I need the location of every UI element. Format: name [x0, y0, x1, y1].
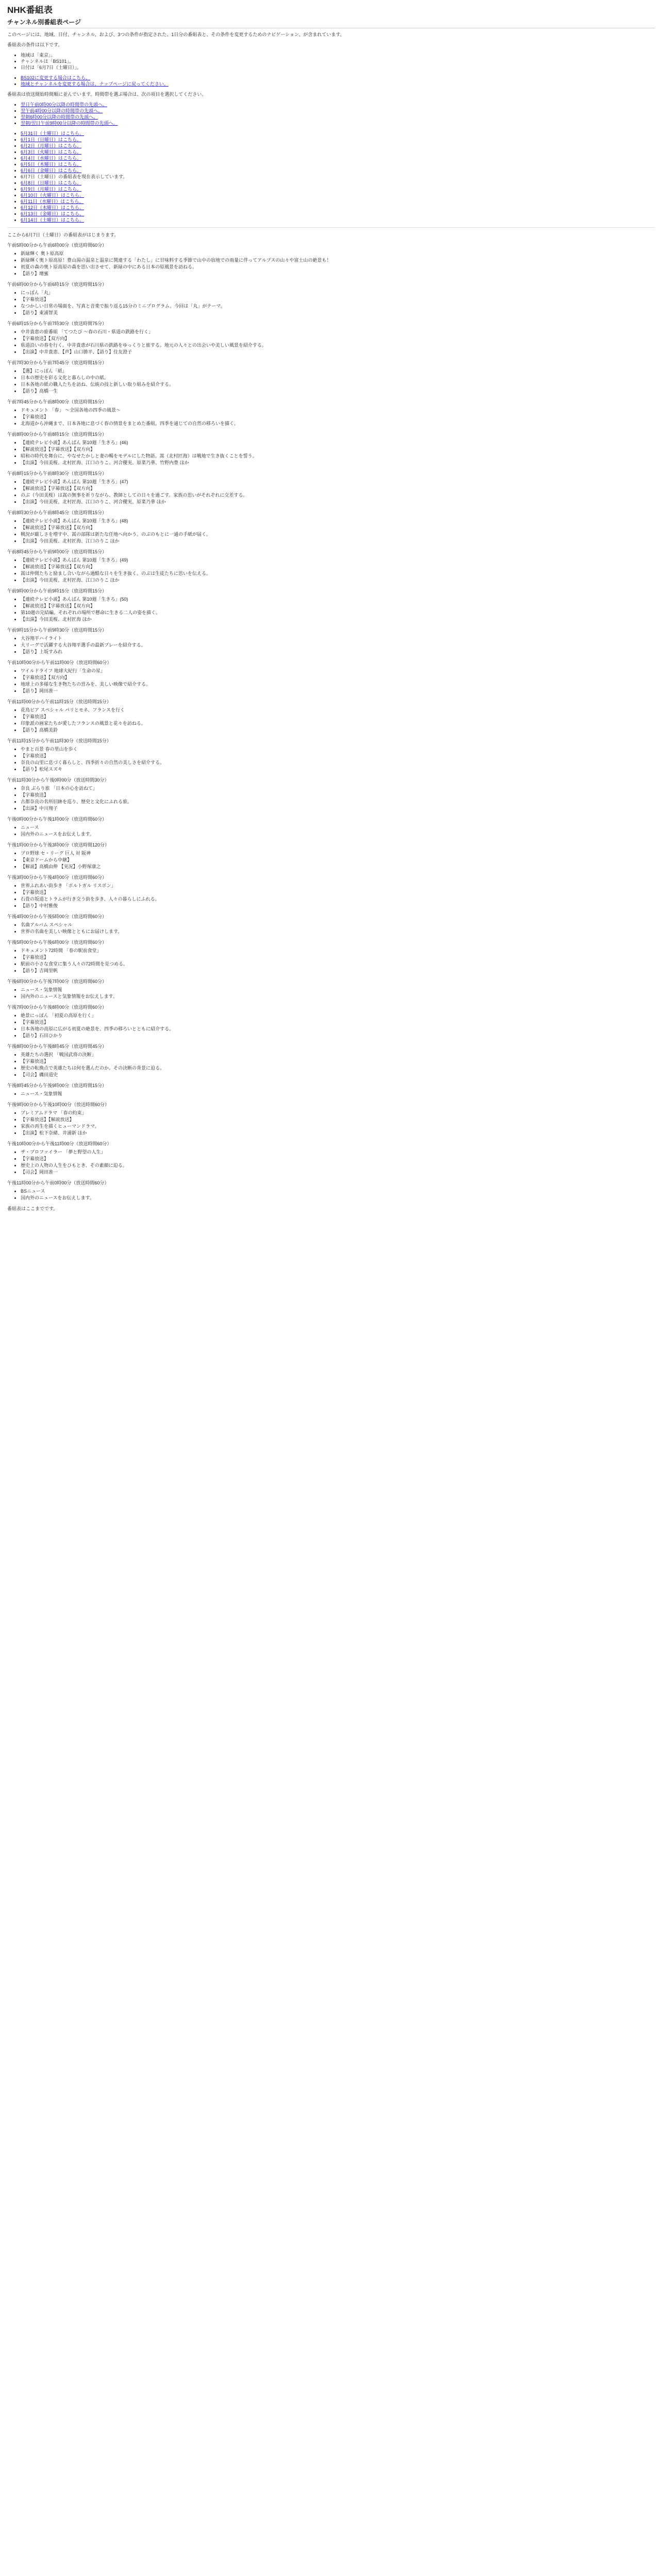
program-detail: • 【語り】高橋一生 [21, 388, 655, 394]
condition-item: • 日付は「6月7日（土曜日）」。 [21, 64, 655, 71]
program-detail: • 【語り】上坂すみれ [21, 649, 655, 655]
time-link[interactable]: 翌朝/翌日午前9時00分以降の時間帯の先頭へ。 [21, 121, 118, 126]
program-detail: • BSニュース [21, 1188, 655, 1194]
program-detail: • 【解説放送】【字幕放送】【双方向】 [21, 485, 655, 492]
day-link[interactable]: 6月9日（月曜日）はこちら。 [21, 187, 82, 192]
program-detail: • 世界ふれあい街歩き 「ポルトガル リスボン」 [21, 883, 655, 889]
program-time: 午後9時00分から午後10時00分（放送時間60分） [7, 1102, 110, 1107]
program-time: 午後3時00分から午後4時00分（放送時間60分） [7, 875, 107, 880]
program-detail: • 【字幕放送】 [21, 753, 655, 759]
program-detail: • 【語り】松尾スズキ [21, 766, 655, 772]
program-detail: • やまと百景 春の里山を歩く [21, 746, 655, 752]
day-link[interactable]: 6月3日（火曜日）はこちら。 [21, 149, 82, 155]
program-detail: • 地球上の多様な生き物たちの営みを、美しい映像で紹介する。 [21, 681, 655, 687]
program-detail: • 【解説放送】【字幕放送】【双方向】 [21, 564, 655, 570]
program-detail-list [7, 518, 655, 544]
day-link[interactable]: 6月14日（土曜日）はこちら。 [21, 217, 85, 223]
change-links [7, 75, 655, 87]
program-block [7, 842, 655, 870]
program-detail: • 【連続テレビ小説】あんぱん 第10週「生きろ」(50) [21, 596, 655, 602]
program-time: 午前11時00分から午前11時15分（放送時間15分） [7, 699, 111, 704]
day-link[interactable]: 6月10日（火曜日）はこちら。 [21, 193, 85, 198]
program-detail: • ザ・プロファイラー 「夢と野望の人生」 [21, 1149, 655, 1155]
program-detail: • のぶ（今田美桜）は嵩の無事を祈りながら、教師としての日々を過ごす。家族の思いがそれぞれに交差する。 [21, 492, 655, 498]
day-link[interactable]: 6月1日（日曜日）はこちら。 [21, 137, 82, 142]
program-detail: • 第10週の完結編。それぞれの場所で懸命に生きる二人の姿を描く。 [21, 609, 655, 616]
program-detail: • 【字幕放送】 [21, 714, 655, 720]
program-detail: • 【出演】中井貴恵、【声】山口勝平、【語り】住友澄子 [21, 349, 655, 355]
program-time: 午後8時00分から午後8時45分（放送時間45分） [7, 1044, 107, 1049]
program-block [7, 470, 655, 505]
program-detail: • 新緑輝く 奥ト原高原 [21, 250, 655, 257]
program-time: 午後4時00分から午後5時00分（放送時間60分） [7, 914, 107, 919]
program-detail: • 国内外のニュースと気象情報をお伝えします。 [21, 993, 655, 999]
program-block [7, 320, 655, 355]
program-detail: • 古都奈良の名所旧跡を巡り、歴史と文化にふれる旅。 [21, 799, 655, 805]
program-block [7, 1082, 655, 1097]
day-link[interactable]: 6月12日（木曜日）はこちら。 [21, 205, 85, 210]
time-lead: 番組表は放送開始時間順に並んでいます。時間帯を選ぶ場合は、次の項目を選択してください。 [7, 92, 207, 97]
program-time: 午後5時00分から午後6時00分（放送時間60分） [7, 940, 107, 945]
schedule-start: ここから6月7日（土曜日）の番組表がはじまります。 [7, 232, 119, 238]
program-detail-list [7, 850, 655, 870]
time-link[interactable]: 翌日午前0時00分以降の時間帯の先頭へ。 [21, 102, 108, 107]
program-block [7, 1101, 655, 1136]
program-detail: • 【連続テレビ小説】あんぱん 第10週「生きろ」(46) [21, 439, 655, 446]
program-detail-list [7, 368, 655, 394]
program-detail: • 日本の歴史を彩る文化と暮らしの中の紙。 [21, 375, 655, 381]
program-detail: • 【字幕放送】 [21, 954, 655, 960]
program-block [7, 978, 655, 999]
page-subtitle: チャンネル別番組表ページ [7, 19, 655, 28]
program-detail: • 駅前の小さな食堂に集う人々の72時間を見つめる。 [21, 961, 655, 967]
program-detail: • 名曲アルバム スペシャル [21, 922, 655, 928]
program-detail: • 【出演】松下奈緒、井浦新 ほか [21, 1130, 655, 1136]
program-detail-list [7, 407, 655, 427]
program-block [7, 399, 655, 427]
program-time: 午後0時00分から午後1時00分（放送時間60分） [7, 817, 107, 822]
program-time: 午前11時30分から午後0時00分（放送時間30分） [7, 777, 109, 783]
program-block [7, 738, 655, 772]
program-detail: • 【語り】中村雅俊 [21, 903, 655, 909]
page-intro: このページには、地域、日付、チャンネル、および、3つの条件が指定された、1日分の番組表と、その条件を変更するためのナビゲーション、が含まれています。 [7, 32, 345, 37]
program-detail: • 【字幕放送】【双方向】 [21, 674, 655, 681]
program-detail: • 国内外のニュースをお伝えします。 [21, 831, 655, 837]
program-block [7, 659, 655, 694]
program-detail: • ニュース・気象情報 [21, 1091, 655, 1097]
program-detail: • 【字幕放送】 [21, 1058, 655, 1064]
program-detail: • プロ野球 セ・リーグ 巨人 対 阪神 [21, 850, 655, 856]
program-block [7, 913, 655, 935]
program-detail: • 【語り】高橋美鈴 [21, 727, 655, 733]
day-link[interactable]: 6月11日（水曜日）はこちら。 [21, 199, 84, 204]
program-detail: • 歴史の転換点で英雄たちは何を選んだのか。その決断の背景に迫る。 [21, 1065, 655, 1071]
program-block [7, 777, 655, 811]
program-time: 午前9時15分から午前9時30分（放送時間15分） [7, 628, 107, 633]
program-time: 午前9時00分から午前9時15分（放送時間15分） [7, 588, 107, 594]
program-detail: • 初夏の森の奥ト原高原の森を思い出させて、新緑の中にある日本の原風景を訪ねる。 [21, 264, 655, 270]
program-detail: • 【出演】今田美桜、北村匠海、江口のりこ ほか [21, 577, 655, 583]
program-detail: • 英雄たちの選択 「戦国武将の決断」 [21, 1052, 655, 1058]
program-detail: • 【字幕放送】 [21, 414, 655, 420]
conditions-lead: 番組表の条件は以下です。 [7, 42, 63, 47]
program-detail-list [7, 746, 655, 772]
program-detail: • 【連続テレビ小説】あんぱん 第10週「生きろ」(48) [21, 518, 655, 524]
program-detail-list [7, 557, 655, 583]
program-detail: • 【司会】磯田道史 [21, 1072, 655, 1078]
program-time: 午前7時30分から午前7時45分（放送時間15分） [7, 360, 107, 365]
program-detail-list [7, 290, 655, 316]
program-detail: • プレミアムドラマ 「春の約束」 [21, 1110, 655, 1116]
program-detail-list [7, 1188, 655, 1201]
program-detail: • 【司会】岡田准一 [21, 1169, 655, 1175]
program-block [7, 549, 655, 583]
condition-item: • チャンネルは「BS101」。 [21, 58, 655, 64]
program-detail: • 新緑輝く奥ト原高原！豊山湯の温泉と温泉に関連する「わたし」に甘味料する季節で山中の宿地での雨量に伴ってアルプスの山々や富士山の絶景も！ [21, 257, 655, 263]
program-detail: • 花鳥ピア スペシャル パリとモネ、フランスを行く [21, 707, 655, 713]
program-block [7, 627, 655, 655]
day-link[interactable]: 6月8日（日曜日）はこちら。 [21, 180, 82, 185]
program-detail: • 【字幕放送】 [21, 792, 655, 798]
program-detail: • 【出演】今田美桜、北村匠海、江口のりこ ほか [21, 538, 655, 544]
time-links [7, 101, 655, 126]
program-detail: • 【東京ドームから中継】 [21, 857, 655, 863]
program-time: 午前10時00分から午前11時00分（放送時間60分） [7, 660, 112, 665]
program-detail: • 石畳の坂道とトラムが行き交う街を歩き、人々の暮らしにふれる。 [21, 896, 655, 902]
program-time: 午前8時30分から午前8時45分（放送時間15分） [7, 510, 107, 515]
program-detail: • ドキュメント72時間 「春の駅前食堂」 [21, 947, 655, 954]
program-detail: • 【出演】今田美桜、北村匠海、江口のりこ、河合優実、原菜乃華 ほか [21, 499, 655, 505]
program-detail-list [7, 987, 655, 999]
program-detail: • 奈良 ぶらり旅 「日本の心を訪ねて」 [21, 785, 655, 791]
program-detail: • 戦況が厳しさを増す中、嵩の部隊は新たな任地へ向かう。のぶのもとに一通の手紙が届く。 [21, 531, 655, 537]
program-time: 午前8時00分から午前8時15分（放送時間15分） [7, 432, 107, 437]
page-title: NHK番組表 [7, 5, 53, 15]
program-time: 午後6時00分から午後7時00分（放送時間60分） [7, 979, 107, 984]
program-time: 午前11時15分から午前11時30分（放送時間15分） [7, 738, 111, 743]
program-detail: • 【選】にっぽん「紙」 [21, 368, 655, 374]
program-detail: • 歴史上の人物の人生をひもとき、その素顔に迫る。 [21, 1162, 655, 1168]
program-detail: • 【解説放送】【字幕放送】【双方向】 [21, 603, 655, 609]
program-detail-list [7, 922, 655, 935]
program-detail-list [7, 947, 655, 974]
schedule-end: 番組表はここまでです。 [7, 1206, 58, 1211]
day-link[interactable]: 6月2日（月曜日）はこちら。 [21, 143, 82, 148]
program-detail: • 【字幕放送】 [21, 296, 655, 302]
program-detail-list [7, 1012, 655, 1039]
program-detail: • なつかしい日常の場面を、写真と音楽で振り返る15分のミニプログラム。今回は「丸」がテーマ。 [21, 303, 655, 309]
page-root [0, 5, 662, 1212]
program-block [7, 360, 655, 394]
program-detail: • 【連続テレビ小説】あんぱん 第10週「生きろ」(49) [21, 557, 655, 563]
conditions-list [7, 52, 655, 71]
program-detail: • 【字幕放送】【双方向】 [21, 335, 655, 342]
program-detail-list [7, 1052, 655, 1078]
divider [7, 227, 655, 228]
program-block [7, 1043, 655, 1078]
program-detail-list [7, 250, 655, 277]
program-detail-list [7, 479, 655, 505]
program-detail: • 嵩は仲間たちと励まし合いながら過酷な日々を生き抜く。のぶは生徒たちに思いを伝える。 [21, 570, 655, 577]
current-day: 6月7日（土曜日）の番組表を現在表示しています。 [21, 174, 128, 179]
program-detail-list [7, 596, 655, 622]
program-time: 午後8時45分から午後9時00分（放送時間15分） [7, 1083, 107, 1088]
day-link[interactable]: 6月13日（金曜日）はこちら。 [21, 211, 85, 216]
program-detail-list [7, 785, 655, 811]
program-detail-list [7, 439, 655, 466]
program-detail: • 【解説放送】【字幕放送】【双方向】 [21, 446, 655, 452]
program-detail-list [7, 1110, 655, 1136]
program-block [7, 874, 655, 909]
program-block [7, 816, 655, 837]
day-link[interactable]: 5月31日（土曜日）はこちら。 [21, 131, 85, 136]
program-detail: • 北海道から沖縄まで、日本各地に息づく春の情景をまとめた番組。四季を通じての自然の移ろいを描く。 [21, 420, 655, 427]
time-link[interactable]: 翌午前4時00分以降の時間帯の先頭へ。 [21, 108, 103, 113]
program-detail: • 中井貴恵の旅番組 「てつたび 〜春の石川・県道の鉄路を行く」 [21, 329, 655, 335]
program-detail: • 昭和の時代を舞台に、やなせたかしと妻の暢をモデルにした物語。嵩（北村匠海）は戦地で生き抜くことを誓う。 [21, 453, 655, 459]
program-detail: • 世界の名曲を美しい映像とともにお届けします。 [21, 928, 655, 935]
program-detail-list [7, 1149, 655, 1175]
program-detail: • 印象派の画家たちが愛したフランスの風景と花々を訪ねる。 [21, 720, 655, 726]
day-links [7, 130, 655, 223]
program-detail: • 【語り】東浦智美 [21, 310, 655, 316]
program-detail: • ニュース [21, 824, 655, 831]
program-time: 午前6時00分から午前6時15分（放送時間15分） [7, 282, 107, 287]
program-block [7, 588, 655, 622]
day-link[interactable]: 6月6日（金曜日）はこちら。 [21, 168, 82, 173]
time-link[interactable]: 翌朝6時00分以降の時間帯の先頭へ。 [21, 114, 98, 120]
program-block [7, 431, 655, 466]
program-detail-list [7, 329, 655, 355]
program-detail: • 【語り】壇蜜 [21, 270, 655, 277]
program-time: 午前8時15分から午前8時30分（放送時間15分） [7, 471, 107, 476]
change-channel-link[interactable]: BS102に変更する場合はこちら。 [21, 75, 91, 80]
program-detail: • 【出演】今田美桜、北村匠海 ほか [21, 616, 655, 622]
program-detail: • にっぽん「丸」 [21, 290, 655, 296]
program-block [7, 699, 655, 733]
program-detail: • 【連続テレビ小説】あんぱん 第10週「生きろ」(47) [21, 479, 655, 485]
program-detail: • 日本各地の紙の職人たちを訪ね、伝統の技と新しい取り組みを紹介する。 [21, 381, 655, 387]
program-detail: • 【語り】岡田准一 [21, 688, 655, 694]
program-detail: • 【字幕放送】 [21, 889, 655, 895]
program-block [7, 281, 655, 316]
program-detail: • ニュース・気象情報 [21, 987, 655, 993]
program-time: 午前6時15分から午前7時30分（放送時間75分） [7, 321, 107, 326]
program-time: 午後11時00分から午前0時00分（放送時間60分） [7, 1180, 109, 1185]
day-link[interactable]: 6月4日（水曜日）はこちら。 [21, 156, 82, 161]
program-time: 午後1時00分から午後3時00分（放送時間120分） [7, 842, 110, 848]
program-list [7, 242, 655, 1201]
program-detail: • 奈良の山里に息づく暮らしと、四季折々の自然の美しさを紹介する。 [21, 759, 655, 766]
program-detail: • 【字幕放送】 [21, 1156, 655, 1162]
program-detail-list [7, 824, 655, 837]
program-time: 午前8時45分から午前9時00分（放送時間15分） [7, 549, 107, 554]
program-detail: • 家族の再生を描くヒューマンドラマ。 [21, 1123, 655, 1129]
program-detail-list [7, 883, 655, 909]
program-detail: • 大谷翔平ハイライト [21, 635, 655, 641]
program-detail: • 大リーグで活躍する大谷翔平選手の最新プレーを紹介する。 [21, 642, 655, 648]
program-detail: • 国内外のニュースをお伝えします。 [21, 1195, 655, 1201]
program-detail: • 【出演】今田美桜、北村匠海、江口のりこ、河合優実、原菜乃華、竹野内豊 ほか [21, 460, 655, 466]
program-block [7, 1141, 655, 1175]
program-block [7, 242, 655, 277]
program-time: 午後7時00分から午後8時00分（放送時間60分） [7, 1005, 107, 1010]
program-block [7, 1180, 655, 1201]
program-block [7, 510, 655, 544]
program-detail: • 日本各地の高原に広がる初夏の絶景を、四季の移ろいとともに紹介する。 [21, 1026, 655, 1032]
condition-item: • 地域は「東京」。 [21, 52, 655, 58]
program-time: 午前5時00分から午前6時00分（放送時間60分） [7, 243, 107, 248]
day-link[interactable]: 6月5日（木曜日）はこちら。 [21, 162, 82, 167]
program-detail: • 【解説】高橋由伸 【実況】小野塚康之 [21, 863, 655, 870]
back-to-top-link[interactable]: 地域とチャンネルを変更する場合は、ナップページに戻ってください。 [21, 81, 169, 87]
program-detail: • 【出演】中川翔子 [21, 805, 655, 811]
program-time: 午後10時00分から午後11時00分（放送時間60分） [7, 1141, 112, 1146]
program-block [7, 939, 655, 974]
program-detail-list [7, 1091, 655, 1097]
program-detail-list [7, 707, 655, 733]
program-detail: • ワイルドライフ 地球大紀行「生命の星」 [21, 668, 655, 674]
program-detail: • ドキュメント 「春」 〜全国各地の四季の風景〜 [21, 407, 655, 413]
program-detail-list [7, 635, 655, 655]
program-time: 午前7時45分から午前8時00分（放送時間15分） [7, 399, 107, 404]
program-detail: • 絶景にっぽん 「初夏の高原を行く」 [21, 1012, 655, 1019]
program-detail: • 【字幕放送】【解説放送】 [21, 1116, 655, 1123]
program-detail: • 県道沿いの春を行く。中井貴恵が石川県の鉄路をゆっくりと旅する。地元の人々との出会いや美しい風景を紹介する。 [21, 342, 655, 348]
program-detail: • 【語り】吉岡里帆 [21, 968, 655, 974]
program-detail: • 【語り】石田ひかり [21, 1032, 655, 1039]
program-block [7, 1004, 655, 1039]
program-detail: • 【字幕放送】 [21, 1019, 655, 1025]
program-detail: • 【解説放送】【字幕放送】【双方向】 [21, 524, 655, 531]
program-detail-list [7, 668, 655, 694]
